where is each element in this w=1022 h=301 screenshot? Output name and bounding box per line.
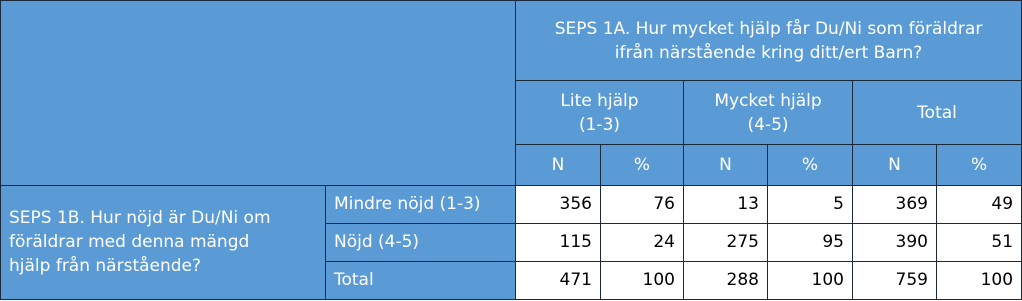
table-cell: 390 xyxy=(853,223,937,261)
subheader-percent: % xyxy=(937,145,1022,185)
table-cell: 369 xyxy=(853,185,937,223)
table-cell: 95 xyxy=(768,223,853,261)
group-header-label-line-1: Mycket hjälp xyxy=(714,90,822,111)
group-header-lite-hjalp xyxy=(516,81,684,145)
group-header-mycket-hjalp xyxy=(684,81,853,145)
group-header-label-line-2: (1-3) xyxy=(578,114,621,135)
group-header-label-line-2: (4-5) xyxy=(747,114,789,135)
table-cell: 76 xyxy=(601,185,684,223)
subheader-n: N xyxy=(684,145,768,185)
row-label-mindre-nojd: Mindre nöjd (1-3) xyxy=(326,185,516,223)
row-header-line-3: hjälp från närstående? xyxy=(9,256,202,277)
table-cell: 288 xyxy=(684,261,768,299)
subheader-percent: % xyxy=(601,145,684,185)
table-cell: 100 xyxy=(768,261,853,299)
table-cell: 51 xyxy=(937,223,1022,261)
table-cell: 471 xyxy=(516,261,601,299)
subheader-n: N xyxy=(516,145,601,185)
group-header-label: Total xyxy=(917,102,957,123)
row-header-line-2: föräldrar med denna mängd xyxy=(9,232,250,253)
table-cell: 24 xyxy=(601,223,684,261)
corner-blank-cell xyxy=(1,1,516,186)
subheader-n: N xyxy=(853,145,937,185)
column-title-line-2: ifrån närstående kring ditt/ert Barn? xyxy=(614,42,923,63)
row-header-line-1: SEPS 1B. Hur nöjd är Du/Ni om xyxy=(9,208,271,229)
column-title-line-1: SEPS 1A. Hur mycket hjälp får Du/Ni som föräldrar xyxy=(554,18,983,39)
row-label-total: Total xyxy=(326,261,516,299)
table-cell: 13 xyxy=(684,185,768,223)
group-header-label-line-1: Lite hjälp xyxy=(560,90,639,111)
subheader-percent: % xyxy=(768,145,853,185)
table-cell: 5 xyxy=(768,185,853,223)
group-header-total xyxy=(853,81,1022,145)
table-cell: 100 xyxy=(937,261,1022,299)
table-cell: 100 xyxy=(601,261,684,299)
row-label-nojd: Nöjd (4-5) xyxy=(326,223,516,261)
table-cell: 356 xyxy=(516,185,601,223)
table-cell: 115 xyxy=(516,223,601,261)
column-title xyxy=(516,1,1022,81)
table-cell: 49 xyxy=(937,185,1022,223)
table-cell: 275 xyxy=(684,223,768,261)
row-header xyxy=(1,185,326,299)
table-cell: 759 xyxy=(853,261,937,299)
